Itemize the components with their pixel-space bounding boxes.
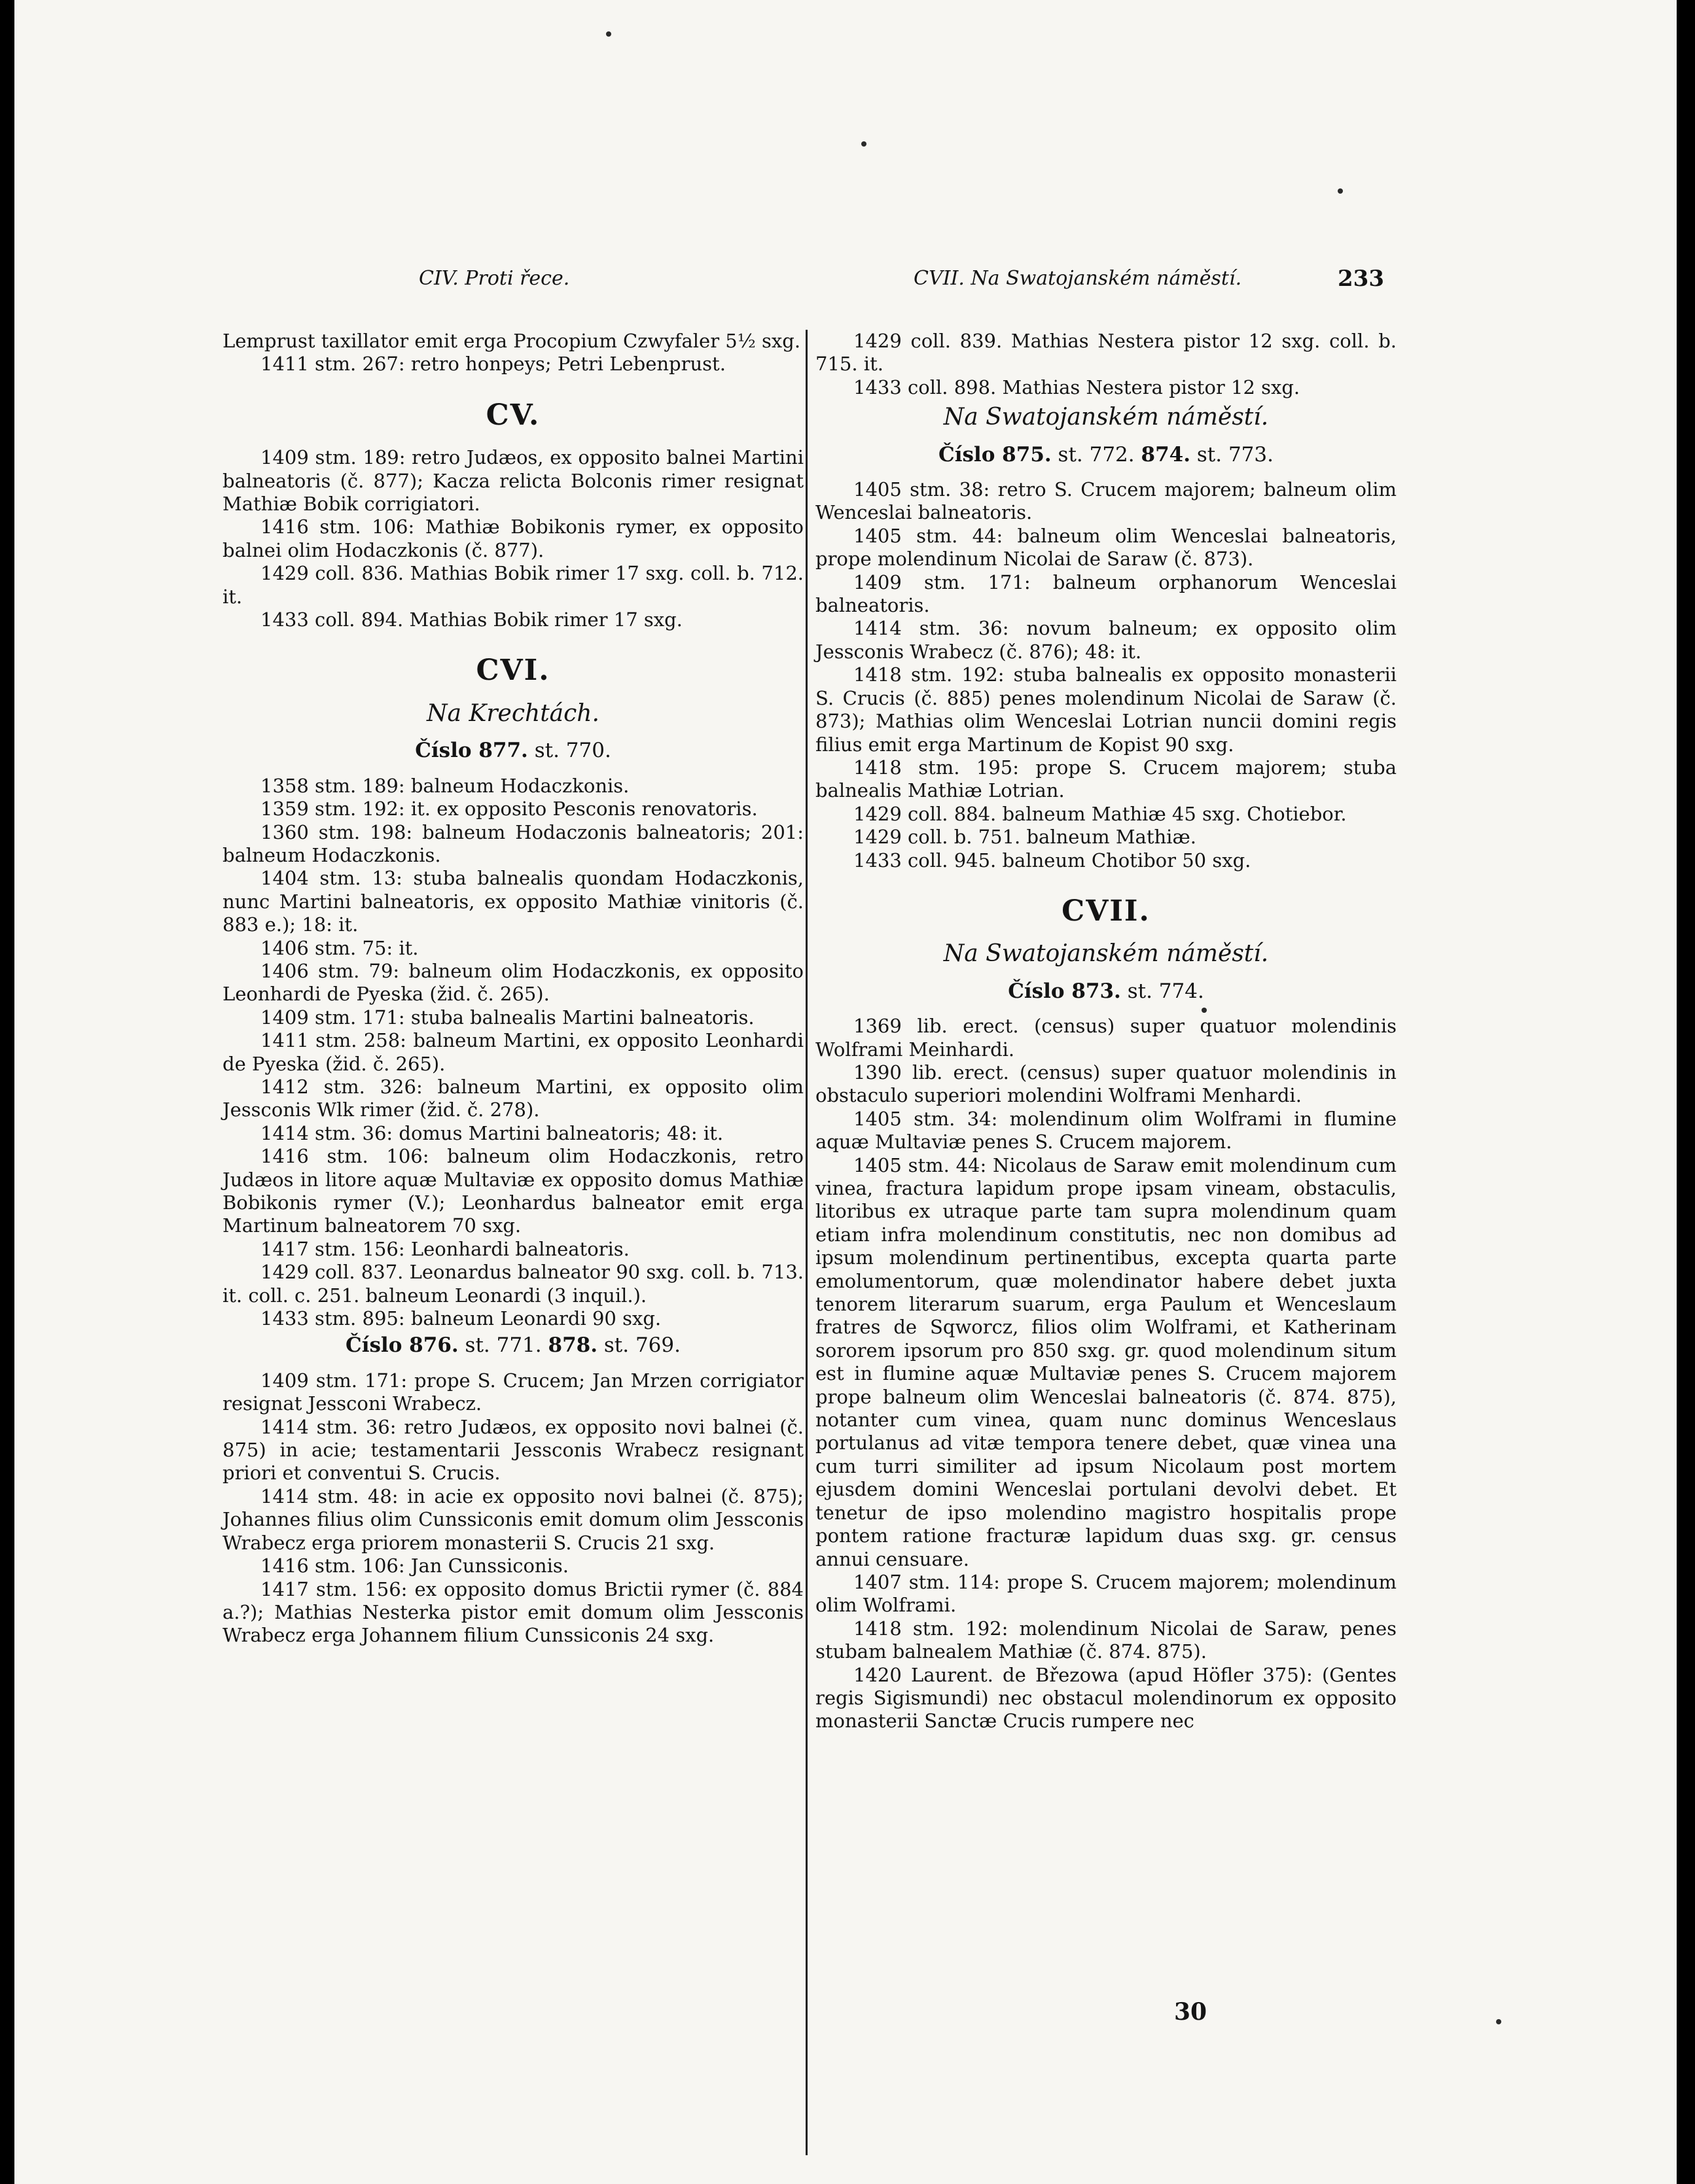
print-speck bbox=[606, 31, 611, 37]
house-number: Číslo 876. bbox=[346, 1333, 459, 1358]
left-column bbox=[223, 330, 804, 2096]
house-number-heading bbox=[223, 1334, 804, 1357]
register-entry: 1417 stm. 156: ex opposito domus Brictii rymer (č. 884 a.?); Mathias Nesterka pistor emit domum olim Jessconis Wrabecz erga Johannem filium Cunssiconis 24 sxg. bbox=[223, 1577, 804, 1647]
register-entry: 1417 stm. 156: Leonhardi balneatoris. bbox=[260, 1237, 630, 1260]
register-entry: 1433 stm. 895: balneum Leonardi 90 sxg. bbox=[260, 1307, 662, 1330]
house-number: Číslo 877. bbox=[415, 739, 528, 763]
register-entry: 1429 coll. b. 751. balneum Mathiæ. bbox=[853, 826, 1196, 849]
register-entry: 1420 Laurent. de Březowa (apud Höfler 375): (Gentes regis Sigismundi) nec obstacul molendinorum ex opposito monasterii Sanctæ Crucis rumpere nec bbox=[815, 1663, 1397, 1733]
page-number: 233 bbox=[1338, 266, 1384, 292]
register-entry: 1433 coll. 898. Mathias Nestera pistor 12 sxg. bbox=[853, 376, 1300, 398]
house-number-heading bbox=[815, 444, 1397, 467]
house-number: Číslo 875. bbox=[938, 442, 1052, 467]
house-number-heading bbox=[815, 980, 1397, 1003]
register-entry: 1409 stm. 189: retro Judæos, ex opposito balnei Martini balneatoris (č. 877); Kacza relicta Bolconis rimer resignat Mathiæ Bobik corrigiatori. bbox=[223, 446, 804, 516]
print-speck bbox=[861, 141, 866, 147]
place-heading: Na Krechtách. bbox=[427, 699, 599, 727]
register-entry: 1359 stm. 192: it. ex opposito Pesconis renovatoris. bbox=[260, 798, 758, 820]
register-entry: 1390 lib. erect. (census) super quatuor molendinis in obstaculo superiori molendini Wolframi Menhardi. bbox=[815, 1061, 1397, 1107]
register-entry: 1414 stm. 36: domus Martini balneatoris; 48: it. bbox=[260, 1121, 724, 1144]
register-entry: 1406 stm. 79: balneum olim Hodaczkonis, ex opposito Leonhardi de Pyeska (žid. č. 265). bbox=[223, 959, 804, 1006]
register-entry: 1416 stm. 106: Jan Cunssiconis. bbox=[260, 1555, 569, 1577]
running-header-right: CVII. Na Swatojanském náměstí. bbox=[914, 267, 1242, 290]
register-entry: 1360 stm. 198: balneum Hodaczonis balneatoris; 201: balneum Hodaczkonis. bbox=[223, 820, 804, 866]
register-entry: 1414 stm. 36: novum balneum; ex opposito olim Jessconis Wrabecz (č. 876); 48: it. bbox=[815, 617, 1397, 663]
register-entry: 1412 stm. 326: balneum Martini, ex opposito olim Jessconis Wlk rimer (žid. č. 278). bbox=[223, 1075, 804, 1121]
place-heading: Na Swatojanském náměstí. bbox=[943, 940, 1269, 968]
register-entry: 1405 stm. 38: retro S. Crucem majorem; balneum olim Wenceslai balneatoris. bbox=[815, 478, 1397, 524]
right-column bbox=[815, 330, 1397, 2096]
document-page bbox=[14, 0, 1677, 2184]
register-entry: 1418 stm. 192: molendinum Nicolai de Saraw, penes stubam balnealem Mathiæ (č. 874. 875). bbox=[815, 1617, 1397, 1663]
register-entry: 1409 stm. 171: balneum orphanorum Wenceslai balneatoris. bbox=[815, 571, 1397, 617]
old-number-text: st. 773. bbox=[1190, 442, 1274, 467]
register-entry: 1404 stm. 13: stuba balnealis quondam Hodaczkonis, nunc Martini balneatoris, ex opposito Mathiæ vinitoris (č. 883 e.); 18: it. bbox=[223, 867, 804, 936]
section-heading: CVI. bbox=[476, 654, 550, 688]
register-entry: 1405 stm. 44: balneum olim Wenceslai balneatoris, prope molendinum Nicolai de Saraw (č. 873). bbox=[815, 524, 1397, 571]
running-header-left: CIV. Proti řece. bbox=[419, 267, 570, 290]
register-entry: 1405 stm. 44: Nicolaus de Saraw emit molendinum cum vinea, fractura lapidum prope ipsam vineam, obstaculis, litoribus ex utraque parte tam supra molendinum quam etiam infra molendinum constitutis, nec non domibus ad ipsum molendinum pertinentibus, excepta quarta parte emolumentorum, quæ molendinator habere debet juxta tenorem literarum suarum, erga Paulum et Wenceslaum fratres de Sqworcz, filios olim Wolframi, et Katherinam sororem ipsorum pro 850 sxg. gr. quod molendinum situm est in flumine aquæ Multaviæ penes S. Crucem majorem prope balneum olim Wenceslai balneatoris (č. 874. 875), notanter cum vinea, quam nunc dominus Wenceslaus portulanus ad vitæ tempora tenere debet, quæ vinea una cum turri similiter ad ipsum Nicolaum post mortem ejusdem domini Wenceslai portulani devolvi debet. Et tenetur de ipso molendino magistro hospitalis prope pontem ratione fracturæ lapidum duas sxg. gr. census annui censuare. bbox=[815, 1154, 1397, 1570]
section-heading: CVII. bbox=[1062, 894, 1151, 928]
section-heading: CV. bbox=[486, 398, 541, 432]
register-entry: 1407 stm. 114: prope S. Crucem majorem; molendinum olim Wolframi. bbox=[815, 1570, 1397, 1617]
house-number: Číslo 873. bbox=[1008, 979, 1121, 1003]
house-number-heading bbox=[223, 739, 804, 762]
place-heading: Na Swatojanském náměstí. bbox=[943, 404, 1269, 431]
print-speck bbox=[1202, 1008, 1207, 1013]
old-number-text: st. 771. bbox=[458, 1333, 548, 1358]
printer-signature: 30 bbox=[1174, 1998, 1207, 2026]
print-speck bbox=[1496, 2019, 1501, 2024]
register-entry: 1406 stm. 75: it. bbox=[260, 936, 419, 959]
register-entry: 1358 stm. 189: balneum Hodaczkonis. bbox=[260, 774, 630, 797]
house-number: 878. bbox=[548, 1333, 598, 1358]
register-entry: 1409 stm. 171: stuba balnealis Martini balneatoris. bbox=[260, 1006, 755, 1029]
register-entry: 1429 coll. 836. Mathias Bobik rimer 17 sxg. coll. b. 712. it. bbox=[223, 562, 804, 608]
register-entry: 1414 stm. 36: retro Judæos, ex opposito novi balnei (č. 875) in acie; testamentarii Jessconis Wrabecz resignant priori et conventui S. Crucis. bbox=[223, 1415, 804, 1485]
register-entry: 1409 stm. 171: prope S. Crucem; Jan Mrzen corrigiator resignat Jessconi Wrabecz. bbox=[223, 1369, 804, 1415]
old-number-text: st. 770. bbox=[527, 739, 611, 763]
house-number: 874. bbox=[1141, 442, 1191, 467]
register-entry: 1418 stm. 195: prope S. Crucem majorem; stuba balnealis Mathiæ Lotrian. bbox=[815, 756, 1397, 802]
register-entry: 1405 stm. 34: molendinum olim Wolframi in flumine aquæ Multaviæ penes S. Crucem majorem. bbox=[815, 1107, 1397, 1154]
register-entry: 1414 stm. 48: in acie ex opposito novi balnei (č. 875); Johannes filius olim Cunssiconis emit domum olim Jessconis Wrabecz erga priorem monasterii S. Crucis 21 sxg. bbox=[223, 1485, 804, 1554]
column-divider bbox=[806, 330, 808, 2155]
register-entry: 1433 coll. 945. balneum Chotibor 50 sxg. bbox=[853, 849, 1251, 872]
print-speck bbox=[1338, 188, 1343, 194]
register-entry: 1416 stm. 106: Mathiæ Bobikonis rymer, ex opposito balnei olim Hodaczkonis (č. 877). bbox=[223, 516, 804, 561]
register-entry: 1411 stm. 258: balneum Martini, ex opposito Leonhardi de Pyeska (žid. č. 265). bbox=[223, 1029, 804, 1075]
register-entry: 1429 coll. 837. Leonardus balneator 90 sxg. coll. b. 713. it. coll. c. 251. balneum Leonardi (3 inquil.). bbox=[223, 1261, 804, 1307]
register-entry: 1416 stm. 106: balneum olim Hodaczkonis, retro Judæos in litore aquæ Multaviæ ex opposito domus Mathiæ Bobikonis rymer (V.); Leonhardus balneator emit erga Martinum balneatorem 70 sxg. bbox=[223, 1145, 804, 1237]
register-entry: 1411 stm. 267: retro honpeys; Petri Lebenprust. bbox=[260, 353, 726, 376]
register-entry: Lemprust taxillator emit erga Procopium Czwyfaler 5½ sxg. bbox=[223, 330, 801, 352]
register-entry: 1369 lib. erect. (census) super quatuor molendinis Wolframi Meinhardi. bbox=[815, 1015, 1397, 1061]
register-entry: 1433 coll. 894. Mathias Bobik rimer 17 sxg. bbox=[260, 608, 683, 631]
old-number-text: st. 772. bbox=[1051, 442, 1141, 467]
old-number-text: st. 769. bbox=[598, 1333, 681, 1358]
register-entry: 1429 coll. 839. Mathias Nestera pistor 12 sxg. coll. b. 715. it. bbox=[815, 330, 1397, 376]
register-entry: 1418 stm. 192: stuba balnealis ex opposito monasterii S. Crucis (č. 885) penes molendinum Nicolai de Saraw (č. 873); Mathias olim Wenceslai Lotrian nuncii domini regis filius emit erga Martinum de Kopist 90 sxg. bbox=[815, 663, 1397, 756]
register-entry: 1429 coll. 884. balneum Mathiæ 45 sxg. Chotiebor. bbox=[853, 802, 1347, 825]
old-number-text: st. 774. bbox=[1120, 979, 1204, 1003]
